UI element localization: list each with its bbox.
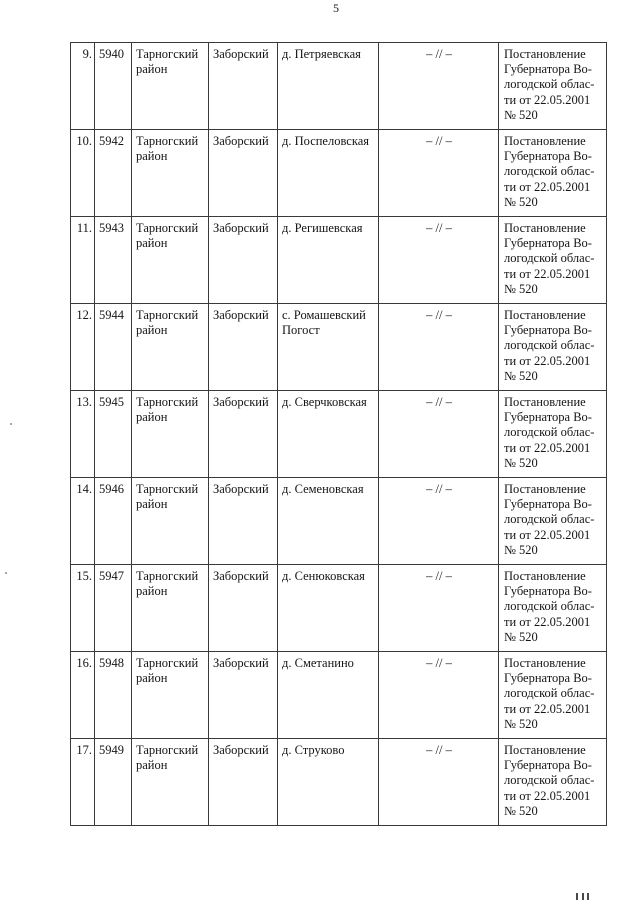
document-cell-line: Постановление [504, 743, 586, 757]
settlement-cell-line: д. Семеновская [282, 482, 364, 496]
settlement-cell-line: д. Сенюковская [282, 569, 365, 583]
document-cell-line: логодской облас- [504, 338, 595, 353]
document-cell-line: Губернатора Во- [504, 671, 592, 686]
document-cell-line: логодской облас- [504, 773, 595, 788]
table-row [71, 565, 607, 652]
settlement-cell [278, 739, 379, 826]
settlement-cell [278, 565, 379, 652]
object-code [95, 739, 132, 826]
council-cell [209, 304, 278, 391]
row-number [71, 43, 95, 130]
row-number [71, 391, 95, 478]
document-cell [499, 739, 607, 826]
document-cell-line: логодской облас- [504, 512, 595, 527]
document-cell-line: логодской облас- [504, 686, 595, 701]
district-cell-line: Тарногский [136, 656, 199, 670]
document-cell-line: № 520 [504, 455, 538, 470]
mark-cell-line: – // – [426, 743, 452, 757]
object-code-line: 5949 [99, 743, 124, 757]
district-cell [132, 478, 209, 565]
settlement-cell [278, 478, 379, 565]
object-code [95, 652, 132, 739]
document-cell [499, 130, 607, 217]
document-cell-line: ти от 22.05.2001 [504, 701, 591, 716]
row-number-line: 11. [76, 221, 92, 235]
document-cell-line: Постановление [504, 656, 586, 670]
document-cell-line: № 520 [504, 368, 538, 383]
district-cell-line: район [136, 497, 168, 512]
council-cell-line: Заборский [213, 482, 269, 496]
mark-cell-line: – // – [426, 395, 452, 409]
mark-cell [379, 43, 499, 130]
district-cell [132, 130, 209, 217]
council-cell [209, 130, 278, 217]
document-cell-line: ти от 22.05.2001 [504, 527, 591, 542]
table-body [71, 43, 607, 826]
document-cell-line: Губернатора Во- [504, 410, 592, 425]
district-cell-line: Тарногский [136, 569, 199, 583]
row-number [71, 652, 95, 739]
object-code [95, 565, 132, 652]
council-cell [209, 652, 278, 739]
document-cell-line: ти от 22.05.2001 [504, 92, 591, 107]
row-number-line: 17. [76, 743, 92, 757]
table-row [71, 130, 607, 217]
row-number [71, 304, 95, 391]
document-cell-line: Постановление [504, 482, 586, 496]
document-cell [499, 43, 607, 130]
district-cell-line: район [136, 323, 168, 338]
scan-speck [5, 572, 7, 574]
settlement-cell [278, 652, 379, 739]
document-cell-line: Губернатора Во- [504, 149, 592, 164]
council-cell-line: Заборский [213, 221, 269, 235]
document-cell-line: № 520 [504, 803, 538, 818]
settlement-cell [278, 130, 379, 217]
mark-cell [379, 130, 499, 217]
settlement-cell [278, 304, 379, 391]
mark-cell-line: – // – [426, 308, 452, 322]
document-cell-line: Губернатора Во- [504, 497, 592, 512]
council-cell-line: Заборский [213, 134, 269, 148]
row-number-line: 14. [76, 482, 92, 496]
table-row [71, 478, 607, 565]
document-cell-line: ти от 22.05.2001 [504, 614, 591, 629]
object-code [95, 130, 132, 217]
council-cell [209, 217, 278, 304]
object-code-line: 5942 [99, 134, 124, 148]
object-code-line: 5948 [99, 656, 124, 670]
settlement-cell-line: Погост [282, 323, 320, 338]
district-cell [132, 217, 209, 304]
council-cell-line: Заборский [213, 395, 269, 409]
district-cell-line: район [136, 584, 168, 599]
mark-cell-line: – // – [426, 656, 452, 670]
registry-table [70, 42, 607, 826]
district-cell-line: Тарногский [136, 308, 199, 322]
row-number-line: 10. [76, 134, 92, 148]
object-code-line: 5945 [99, 395, 124, 409]
district-cell [132, 739, 209, 826]
mark-cell [379, 565, 499, 652]
page-number: 5 [333, 1, 339, 15]
document-cell [499, 217, 607, 304]
district-cell-line: район [136, 758, 168, 773]
document-cell-line: Губернатора Во- [504, 62, 592, 77]
document-cell-line: Постановление [504, 569, 586, 583]
district-cell-line: район [136, 149, 168, 164]
document-cell-line: Постановление [504, 308, 586, 322]
mark-cell-line: – // – [426, 47, 452, 61]
object-code-line: 5940 [99, 47, 124, 61]
row-number [71, 739, 95, 826]
mark-cell [379, 652, 499, 739]
district-cell-line: Тарногский [136, 134, 199, 148]
table-row [71, 217, 607, 304]
document-cell-line: № 520 [504, 194, 538, 209]
settlement-cell-line: д. Регишевская [282, 221, 363, 235]
document-cell-line: логодской облас- [504, 164, 595, 179]
object-code-line: 5946 [99, 482, 124, 496]
document-cell-line: логодской облас- [504, 77, 595, 92]
mark-cell [379, 391, 499, 478]
settlement-cell-line: д. Поспеловская [282, 134, 370, 148]
document-cell-line: Губернатора Во- [504, 758, 592, 773]
district-cell [132, 391, 209, 478]
row-number [71, 217, 95, 304]
row-number-line: 9. [82, 47, 92, 61]
table-row [71, 43, 607, 130]
district-cell-line: Тарногский [136, 395, 199, 409]
document-cell-line: Губернатора Во- [504, 323, 592, 338]
object-code-line: 5943 [99, 221, 124, 235]
document-cell-line: Постановление [504, 221, 586, 235]
council-cell-line: Заборский [213, 47, 269, 61]
document-cell-line: логодской облас- [504, 599, 595, 614]
mark-cell [379, 739, 499, 826]
table-row [71, 739, 607, 826]
document-cell-line: ти от 22.05.2001 [504, 788, 591, 803]
settlement-cell [278, 43, 379, 130]
settlement-cell-line: д. Струково [282, 743, 345, 757]
document-cell-line: Постановление [504, 395, 586, 409]
council-cell [209, 478, 278, 565]
document-cell-line: логодской облас- [504, 251, 595, 266]
document-cell [499, 652, 607, 739]
document-cell-line: № 520 [504, 542, 538, 557]
document-cell-line: ти от 22.05.2001 [504, 266, 591, 281]
settlement-cell [278, 391, 379, 478]
settlement-cell [278, 217, 379, 304]
district-cell-line: Тарногский [136, 47, 199, 61]
row-number-line: 13. [76, 395, 92, 409]
settlement-cell-line: с. Ромашевский [282, 308, 366, 322]
district-cell-line: Тарногский [136, 482, 199, 496]
object-code [95, 217, 132, 304]
object-code [95, 304, 132, 391]
row-number [71, 565, 95, 652]
district-cell [132, 43, 209, 130]
council-cell-line: Заборский [213, 569, 269, 583]
document-cell-line: № 520 [504, 281, 538, 296]
mark-cell [379, 478, 499, 565]
document-cell [499, 565, 607, 652]
district-cell-line: район [136, 671, 168, 686]
settlement-cell-line: д. Сметанино [282, 656, 354, 670]
object-code-line: 5944 [99, 308, 124, 322]
document-cell-line: Постановление [504, 47, 586, 61]
district-cell [132, 304, 209, 391]
district-cell-line: район [136, 62, 168, 77]
district-cell-line: Тарногский [136, 743, 199, 757]
table-row [71, 391, 607, 478]
council-cell [209, 43, 278, 130]
settlement-cell-line: д. Сверчковская [282, 395, 367, 409]
document-cell-line: Губернатора Во- [504, 584, 592, 599]
table-row [71, 304, 607, 391]
row-number-line: 12. [76, 308, 92, 322]
council-cell-line: Заборский [213, 308, 269, 322]
district-cell-line: район [136, 410, 168, 425]
document-cell-line: № 520 [504, 716, 538, 731]
document-cell-line: Губернатора Во- [504, 236, 592, 251]
mark-cell-line: – // – [426, 134, 452, 148]
district-cell-line: Тарногский [136, 221, 199, 235]
document-cell [499, 391, 607, 478]
district-cell [132, 565, 209, 652]
document-cell-line: ти от 22.05.2001 [504, 179, 591, 194]
council-cell-line: Заборский [213, 656, 269, 670]
mark-cell [379, 304, 499, 391]
document-cell-line: ти от 22.05.2001 [504, 353, 591, 368]
document-cell-line: ти от 22.05.2001 [504, 440, 591, 455]
scan-speck [10, 423, 12, 425]
council-cell [209, 565, 278, 652]
district-cell [132, 652, 209, 739]
document-cell-line: логодской облас- [504, 425, 595, 440]
object-code [95, 478, 132, 565]
object-code [95, 43, 132, 130]
district-cell-line: район [136, 236, 168, 251]
document-cell-line: № 520 [504, 629, 538, 644]
row-number-line: 16. [76, 656, 92, 670]
mark-cell [379, 217, 499, 304]
row-number [71, 130, 95, 217]
document-cell [499, 478, 607, 565]
settlement-cell-line: д. Петряевская [282, 47, 361, 61]
document-cell [499, 304, 607, 391]
document-cell-line: № 520 [504, 107, 538, 122]
object-code [95, 391, 132, 478]
object-code-line: 5947 [99, 569, 124, 583]
council-cell [209, 739, 278, 826]
mark-cell-line: – // – [426, 569, 452, 583]
document-cell-line: Постановление [504, 134, 586, 148]
council-cell [209, 391, 278, 478]
row-number-line: 15. [76, 569, 92, 583]
mark-cell-line: – // – [426, 221, 452, 235]
scan-mark [576, 893, 592, 901]
mark-cell-line: – // – [426, 482, 452, 496]
council-cell-line: Заборский [213, 743, 269, 757]
row-number [71, 478, 95, 565]
table-row [71, 652, 607, 739]
